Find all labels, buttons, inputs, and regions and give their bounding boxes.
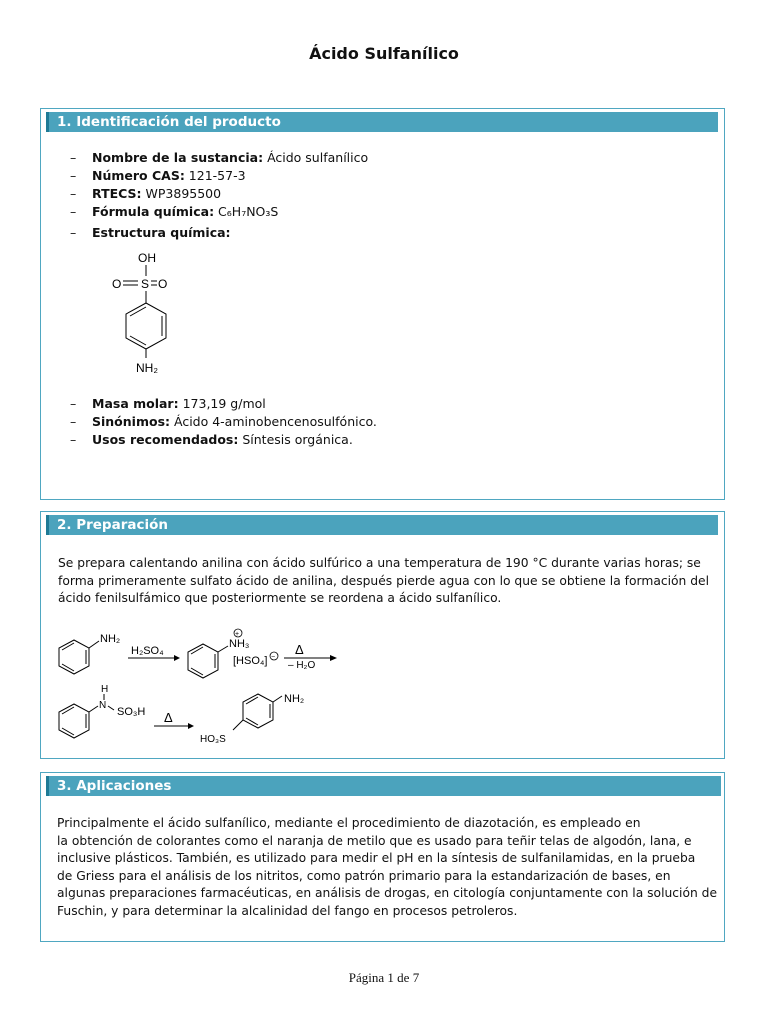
text-line: inclusive plásticos. También, es utilizado para medir el pH en la síntesis de sulfanilamidas, en la prueba: [57, 851, 696, 866]
bullet-dash-icon: –: [70, 432, 77, 447]
scheme-label-nh2-product: NH₂: [284, 693, 305, 705]
scheme-label-nh2: NH₂: [100, 633, 121, 645]
scheme-label-so3h: SO₃H: [117, 706, 146, 718]
scheme-label-h: H: [101, 684, 109, 695]
structure-label-oh: OH: [138, 251, 156, 265]
section-header: 2. Preparación: [46, 515, 718, 535]
text-line: algunas preparaciones farmacéuticas, en análisis de drogas, en citología conjuntamente con la solución de: [57, 886, 718, 901]
text-line: de Griess para el análisis de los nitritos, como patrón primario para la estandarización de bases, en: [57, 868, 671, 883]
bullet-dash-icon: –: [70, 225, 77, 240]
chemical-structure-diagram: [100, 248, 190, 378]
text-line: Fuschin, y para determinar la alcalinidad del fango en procesos petroleros.: [57, 903, 518, 918]
bullet-dash-icon: –: [70, 186, 77, 201]
scheme-label-h2so4: H₂SO₄: [131, 645, 164, 657]
bullet-dash-icon: –: [70, 150, 77, 165]
structure-label-o-left: O: [112, 277, 122, 291]
section-header: 3. Aplicaciones: [46, 776, 721, 796]
list-item: – Fórmula química: C₆H₇NO₃S: [70, 204, 279, 219]
bullet-dash-icon: –: [70, 396, 77, 411]
list-item: – Usos recomendados: Síntesis orgánica.: [70, 432, 353, 447]
page-number: Página 1 de 7: [348, 970, 420, 985]
reaction-scheme-diagram: [48, 622, 358, 748]
structure-label-nh2: NH₂: [136, 361, 158, 375]
text-line: Se prepara calentando anilina con ácido sulfúrico a una temperatura de 190 °C durante varias horas; se: [58, 556, 701, 570]
list-item: – Masa molar: 173,19 g/mol: [70, 396, 266, 411]
scheme-label-nh3: NH₃: [229, 638, 250, 650]
scheme-label-plus: +: [235, 631, 240, 638]
structure-label-s: S: [141, 277, 150, 291]
structure-label-o-right: O: [158, 277, 168, 291]
list-item: – Nombre de la sustancia: Ácido sulfanílico: [70, 150, 369, 165]
scheme-label-delta-2: Δ: [164, 710, 173, 725]
scheme-label-minus: −: [271, 654, 276, 661]
document-title: Ácido Sulfanílico: [309, 44, 459, 63]
list-item: – Estructura química:: [70, 225, 231, 240]
bullet-dash-icon: –: [70, 204, 77, 219]
text-line: la obtención de colorantes como el naranja de metilo que es usado para teñir telas de algodón, lana, e: [57, 833, 692, 848]
list-item: – Sinónimos: Ácido 4-aminobencenosulfónico.: [70, 414, 377, 429]
list-item: – Número CAS: 121-57-3: [70, 168, 246, 183]
text-line: ácido fenilsulfámico que posteriormente se reordena a ácido sulfanílico.: [58, 591, 502, 606]
text-line: Principalmente el ácido sulfanílico, mediante el procedimiento de diazotación, es empleado en: [57, 816, 641, 830]
scheme-label-hso4: [HSO₄]: [233, 655, 268, 667]
scheme-label-n: N: [99, 700, 107, 711]
property-list-2: [56, 395, 377, 449]
bullet-dash-icon: –: [70, 414, 77, 429]
property-list: [56, 149, 368, 242]
list-item: – RTECS: WP3895500: [70, 186, 222, 201]
preparation-text: [58, 555, 709, 608]
scheme-label-ho3s: HO₃S: [200, 734, 226, 745]
text-line: forma primeramente sulfato ácido de anilina, después pierde agua con lo que se obtiene la formación del: [58, 573, 710, 588]
section-header: 1. Identificación del producto: [46, 112, 718, 132]
scheme-label-minus-h2o: – H₂O: [288, 660, 316, 671]
applications-text: [57, 815, 717, 921]
bullet-dash-icon: –: [70, 168, 77, 183]
scheme-label-delta: Δ: [295, 642, 304, 657]
